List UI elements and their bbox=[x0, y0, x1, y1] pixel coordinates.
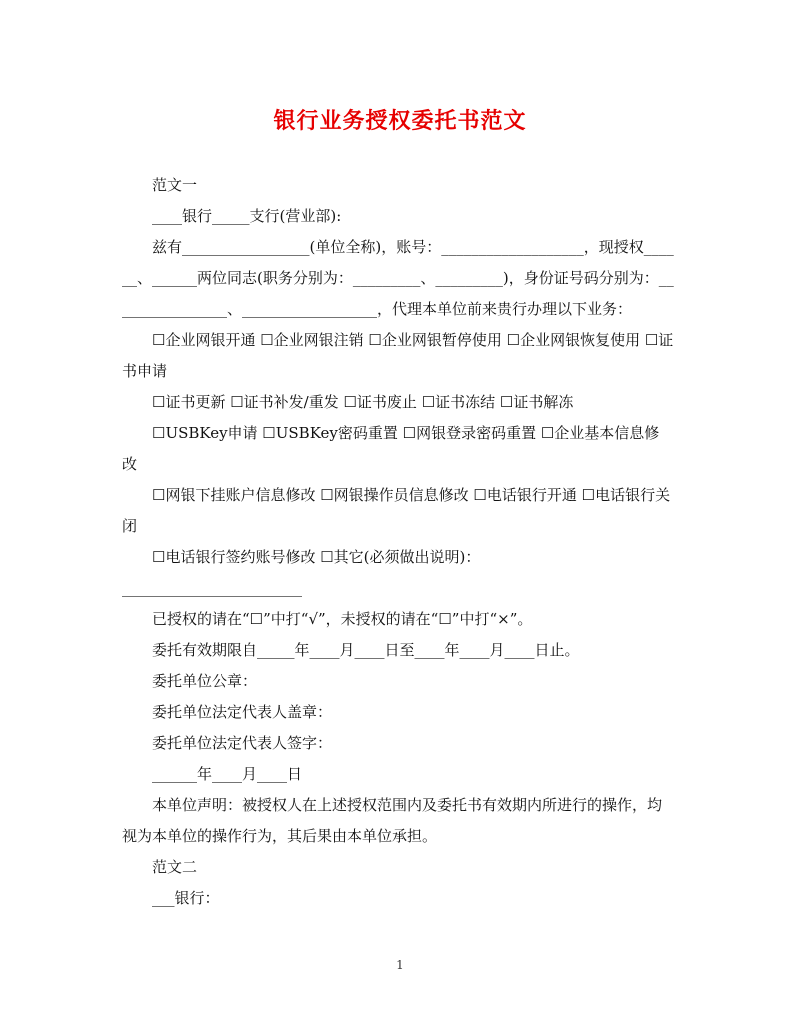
paragraph-legal-rep-signature: 委托单位法定代表人签字： bbox=[152, 734, 333, 752]
paragraph-marking-instructions: 已授权的请在“☐”中打“√”，未授权的请在“☐”中打“×”。 bbox=[152, 610, 533, 628]
paragraph-options-certificate: ☐证书更新 ☐证书补发/重发 ☐证书废止 ☐证书冻结 ☐证书解冻 bbox=[152, 393, 574, 411]
paragraph-bank-branch: ____银行_____支行(营业部): bbox=[152, 207, 342, 225]
paragraph-options-other: ☐电话银行签约账号修改 ☐其它(必须做出说明)： bbox=[152, 548, 481, 566]
document-body bbox=[122, 170, 674, 914]
paragraph-section-2-heading: 范文二 bbox=[152, 858, 198, 876]
page-number: 1 bbox=[396, 958, 404, 972]
paragraph-validity-period: 委托有效期限自_____年____月____日至____年____月____日止。 bbox=[152, 641, 580, 659]
paragraph-other-blank-line: ________________________ bbox=[122, 579, 302, 597]
paragraph-legal-rep-seal: 委托单位法定代表人盖章： bbox=[152, 703, 333, 721]
paragraph-declaration: 本单位声明：被授权人在上述授权范围内及委托书有效期内所进行的操作，均视为本单位的操作行为，其后果由本单位承担。 bbox=[122, 796, 663, 845]
document-title: 银行业务授权委托书范文 bbox=[273, 108, 527, 134]
paragraph-section-1-heading: 范文一 bbox=[152, 176, 198, 194]
paragraph-date-line: ______年____月____日 bbox=[152, 765, 303, 783]
paragraph-authorization-intro: 兹有_________________(单位全称)，账号：___________________，现授权______、______两位同志(职务分别为：_________、_________)，身份证号码分别为：________________、__________________，代理本单位前来贵行办理以下业务： bbox=[122, 238, 674, 318]
paragraph-options-accounts-phone: ☐网银下挂账户信息修改 ☐网银操作员信息修改 ☐电话银行开通 ☐电话银行关闭 bbox=[122, 486, 671, 535]
paragraph-company-seal: 委托单位公章： bbox=[152, 672, 258, 690]
paragraph-options-usbkey: ☐USBKey申请 ☐USBKey密码重置 ☐网银登录密码重置 ☐企业基本信息修改 bbox=[122, 424, 660, 473]
paragraph-bank-addressee: ___银行： bbox=[152, 889, 220, 907]
paragraph-options-ebank: ☐企业网银开通 ☐企业网银注销 ☐企业网银暂停使用 ☐企业网银恢复使用 ☐证书申请 bbox=[122, 331, 674, 380]
